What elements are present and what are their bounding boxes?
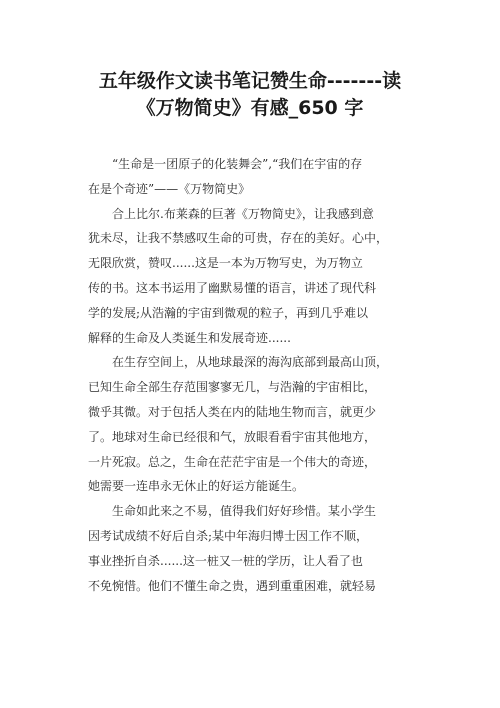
paragraph-quote xyxy=(88,152,424,202)
paragraph-line: 学的发展;从浩瀚的宇宙到微观的粒子，再到几乎难以 xyxy=(88,305,369,320)
document-body xyxy=(88,152,424,598)
paragraph-line: 事业挫折自杀......这一桩又一桩的学历，让人看了也 xyxy=(88,553,363,568)
paragraph-line: 一片死寂。总之，生命在茫茫宇宙是一个伟大的奇迹， xyxy=(88,454,377,469)
document-title-line-2: 《万物简史》有感_650 字 xyxy=(136,97,364,119)
paragraph-space xyxy=(88,350,424,499)
paragraph-line: 已知生命全部生存范围寥寥无几，与浩瀚的宇宙相比， xyxy=(88,380,377,395)
paragraph-line: 传的书。这本书运用了幽默易懂的语言，讲述了现代科 xyxy=(88,280,377,295)
paragraph-line: 因考试成绩不好后自杀;某中年海归博士因工作不顺， xyxy=(88,528,369,543)
paragraph-line: 在是个奇迹”——《万物简史》 xyxy=(88,181,251,196)
paragraph-line: 了。地球对生命已经很和气，放眼看看宇宙其他地方， xyxy=(88,429,377,444)
paragraph-line: 生命如此来之不易，值得我们好好珍惜。某小学生 xyxy=(112,504,377,519)
paragraph-line: 犹未尽，让我不禁感叹生命的可贵，存在的美好。心中， xyxy=(88,231,389,246)
paragraph-line: “生命是一团原子的化装舞会”,“我们在宇宙的存 xyxy=(112,157,363,171)
paragraph-intro xyxy=(88,202,424,351)
paragraph-line: 微乎其微。对于包括人类在内的陆地生物而言，就更少 xyxy=(88,404,377,419)
paragraph-line: 解释的生命及人类诞生和发展奇迹...... xyxy=(88,330,291,345)
paragraph-line: 她需要一连串永无休止的好运方能诞生。 xyxy=(88,479,305,494)
document-title-line-1: 五年级作文读书笔记赞生命-------读 xyxy=(98,70,402,92)
paragraph-line: 在生存空间上，从地球最深的海沟底部到最高山顶， xyxy=(112,355,389,370)
paragraph-line: 不免惋惜。他们不懂生命之贵，遇到重重困难，就轻易 xyxy=(88,578,377,593)
paragraph-line: 无限欣赏，赞叹......这是一本为万物写史，为万物立 xyxy=(88,256,363,271)
paragraph-cherish xyxy=(88,499,424,598)
paragraph-line: 合上比尔.布莱森的巨著《万物简史》，让我感到意 xyxy=(112,206,374,221)
